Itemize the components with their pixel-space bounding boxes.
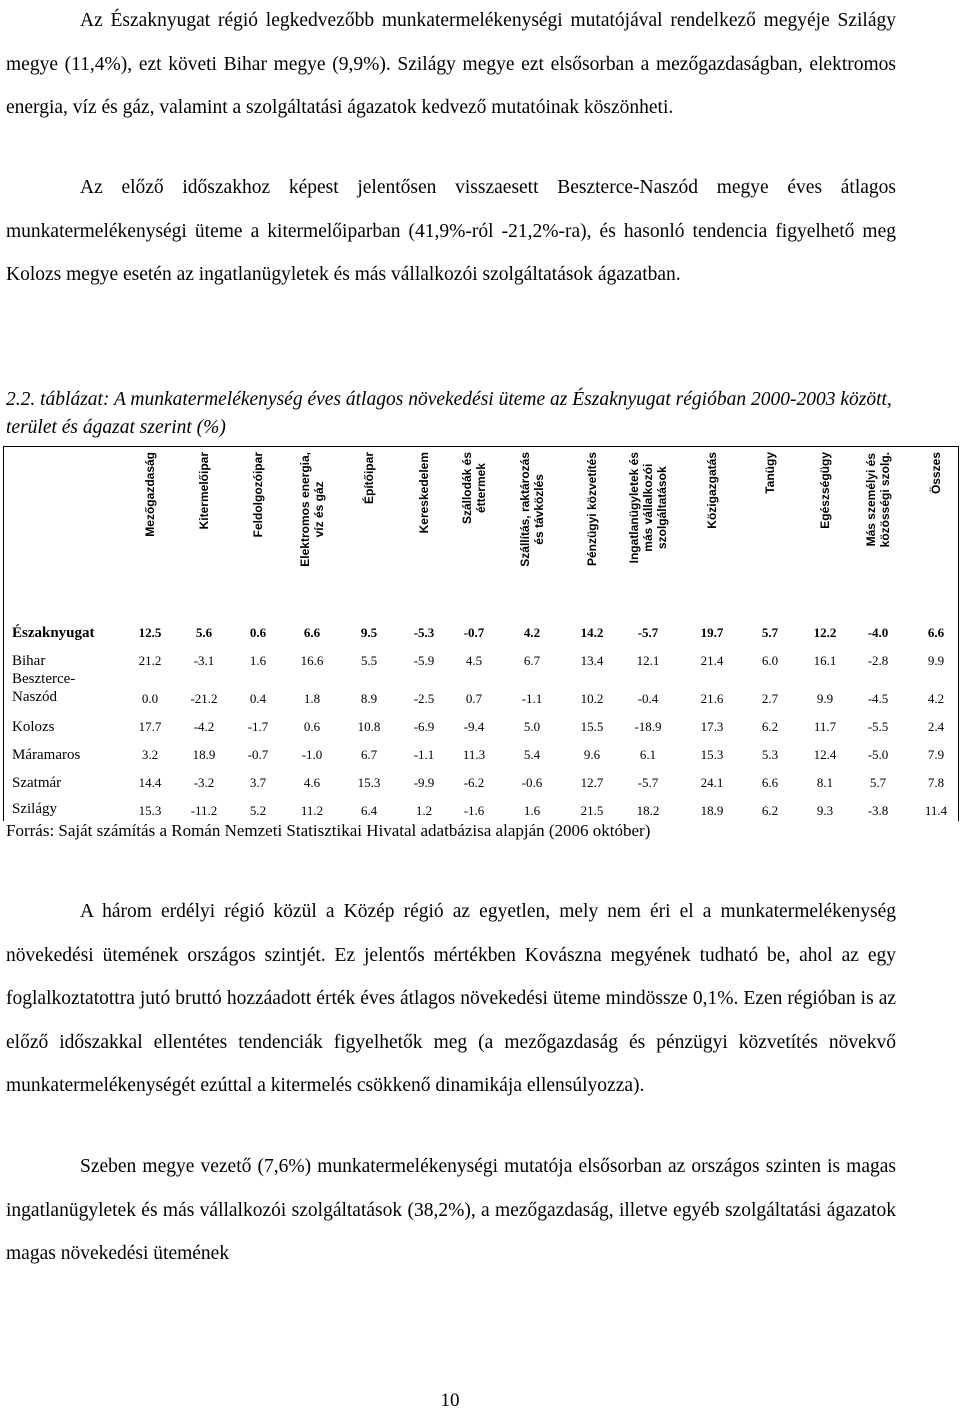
row-label: Beszterce- Naszód xyxy=(12,671,76,705)
table-cell: 0.7 xyxy=(465,691,483,706)
table-cell: 3.2 xyxy=(141,747,159,762)
table-cell: 6.6 xyxy=(303,625,321,640)
table-cell: -9.4 xyxy=(463,719,485,734)
table-cell: -4.2 xyxy=(193,719,215,734)
table-cell: -5.7 xyxy=(637,775,659,790)
table-cell: 21.5 xyxy=(580,803,604,818)
table-cell: 9.9 xyxy=(927,653,945,668)
table-cell: -0.6 xyxy=(521,775,543,790)
table-cell: 7.8 xyxy=(927,775,945,790)
row-label: Máramaros xyxy=(12,747,81,763)
column-header: Kitermelőipar xyxy=(197,452,211,530)
table-cell: -6.9 xyxy=(413,719,435,734)
paragraph-intro: Az Északnyugat régió legkedvezőbb munkatermelékenységi mutatójával rendelkező megyéje Szilágy megye (11,4%), ezt követi Bihar megye (9,9%). Szilágy megye ezt elsősorban a mezőgazdaságban, elektromos energia, víz és gáz, valamint a szolgáltatási ágazatok kedvező mutatóinak köszönheti. xyxy=(6,10,896,118)
column-header: Építőipar xyxy=(362,452,376,505)
table-cell: 10.8 xyxy=(357,719,381,734)
table-cell: -18.9 xyxy=(634,719,662,734)
row-label: Bihar xyxy=(12,653,46,669)
table-cell: 1.8 xyxy=(303,691,321,706)
table-cell: 18.2 xyxy=(636,803,660,818)
table-cell: -0.7 xyxy=(247,747,269,762)
table-cell: -3.1 xyxy=(193,653,215,668)
table-caption: 2.2. táblázat: A munkatermelékenység éves átlagos növekedési üteme az Északnyugat régióban 2000-2003 között, terület és ágazat szerint (%) xyxy=(6,389,892,438)
table-cell: -1.0 xyxy=(301,747,323,762)
table-cell: 16.1 xyxy=(813,653,837,668)
table-cell: 17.7 xyxy=(138,719,162,734)
column-header: Szállodák és éttermek xyxy=(460,452,488,525)
table-cell: -4.0 xyxy=(867,625,889,640)
table-cell: 0.6 xyxy=(249,625,267,640)
table-cell: 15.3 xyxy=(138,803,162,818)
table-cell: 12.4 xyxy=(813,747,837,762)
table-cell: 0.0 xyxy=(141,691,159,706)
table-cell: -5.3 xyxy=(413,625,435,640)
column-header: Pénzügyi közvetítés xyxy=(585,452,599,567)
row-label: Szatmár xyxy=(12,775,62,791)
table-cell: 11.4 xyxy=(924,803,948,818)
table-cell: 9.5 xyxy=(360,625,378,640)
table-cell: -2.5 xyxy=(413,691,435,706)
table-cell: -1.1 xyxy=(413,747,435,762)
table-cell: 18.9 xyxy=(700,803,724,818)
table-cell: 21.2 xyxy=(138,653,162,668)
column-header: Más személyi és közösségi szolg. xyxy=(864,452,892,548)
table-cell: 4.2 xyxy=(927,691,945,706)
table-cell: -3.2 xyxy=(193,775,215,790)
table-cell: 21.6 xyxy=(700,691,724,706)
table-cell: 11.2 xyxy=(300,803,324,818)
table-cell: 5.7 xyxy=(761,625,779,640)
table-cell: 4.6 xyxy=(303,775,321,790)
table-cell: 1.6 xyxy=(249,653,267,668)
table-cell: -1.7 xyxy=(247,719,269,734)
table-cell: 5.5 xyxy=(360,653,378,668)
table-cell: -9.9 xyxy=(413,775,435,790)
table-cell: 12.7 xyxy=(580,775,604,790)
table-cell: -11.2 xyxy=(190,803,218,818)
table-cell: 1.6 xyxy=(523,803,541,818)
table-cell: 14.4 xyxy=(138,775,162,790)
table-cell: -6.2 xyxy=(463,775,485,790)
table-cell: 12.1 xyxy=(636,653,660,668)
table-cell: 5.3 xyxy=(761,747,779,762)
table-cell: 5.2 xyxy=(249,803,267,818)
table-cell: 5.6 xyxy=(195,625,213,640)
table-cell: 7.9 xyxy=(927,747,945,762)
table-cell: 6.7 xyxy=(523,653,541,668)
table-cell: 6.6 xyxy=(927,625,945,640)
table-cell: 6.4 xyxy=(360,803,378,818)
paragraph-szeben: Szeben megye vezető (7,6%) munkatermelékenységi mutatója elsősorban az országos szinten is magas ingatlanügyletek és más vállalkozói szolgáltatások (38,2%), a mezőgazdaság, illetve egyéb szolgáltatási ágazatok magas növekedési ütemének xyxy=(6,1156,896,1264)
table-cell: 2.7 xyxy=(761,691,779,706)
table-cell: 2.4 xyxy=(927,719,945,734)
table-cell: 1.2 xyxy=(415,803,433,818)
table-cell: 5.0 xyxy=(523,719,541,734)
table-cell: -2.8 xyxy=(867,653,889,668)
row-label: Kolozs xyxy=(12,719,55,735)
table-cell: 5.4 xyxy=(523,747,541,762)
column-header: Ingatlanügyletek és más vállalkozói szolgáltatások xyxy=(627,452,669,564)
table-cell: -3.8 xyxy=(867,803,889,818)
table-cell: 6.7 xyxy=(360,747,378,762)
table-cell: -0.4 xyxy=(637,691,659,706)
column-header: Elektromos energia, víz és gáz xyxy=(298,452,326,567)
table-cell: 9.9 xyxy=(816,691,834,706)
table-cell: 4.2 xyxy=(523,625,541,640)
column-header: Tanügy xyxy=(763,452,777,494)
table-cell: 6.1 xyxy=(639,747,657,762)
table-cell: 21.4 xyxy=(700,653,724,668)
table-cell: 15.5 xyxy=(580,719,604,734)
column-header: Egészségügy xyxy=(818,452,832,529)
table-cell: 8.1 xyxy=(816,775,834,790)
table-cell: 9.6 xyxy=(583,747,601,762)
table-cell: 10.2 xyxy=(580,691,604,706)
row-label: Északnyugat xyxy=(12,625,95,641)
table-cell: 16.6 xyxy=(300,653,324,668)
table-cell: 6.2 xyxy=(761,719,779,734)
table-cell: 0.6 xyxy=(303,719,321,734)
column-header: Összes xyxy=(929,452,943,495)
table-cell: 13.4 xyxy=(580,653,604,668)
paragraph-decline: Az előző időszakhoz képest jelentősen visszaesett Beszterce-Naszód megye éves átlagos munkatermelékenységi üteme a kitermelőiparban (41,9%-ról -21,2%-ra), és hasonló tendencia figyelhető meg Kolozs megye esetén az ingatlanügyletek és más vállalkozói szolgáltatások ágazatban. xyxy=(6,177,896,285)
table-cell: 11.7 xyxy=(813,719,837,734)
table-cell: -1.1 xyxy=(521,691,543,706)
column-header: Közigazgatás xyxy=(705,452,719,529)
column-header: Feldolgozóipar xyxy=(251,452,265,538)
row-label: Szilágy xyxy=(12,801,57,817)
paragraph-kozep-region: A három erdélyi régió közül a Közép régió az egyetlen, mely nem éri el a munkatermelékenység növekedési ütemének országos szintjét. Ez jelentős mértékben Kovászna megyének tudható be, ahol az egy foglalkoztatottra jutó bruttó hozzáadott érték éves átlagos növekedési üteme mindössze 0,1%. Ezen régióban is az előző időszakkal ellentétes tendenciák figyelhetők meg (a mezőgazdaság és pénzügyi közvetítés növekvő munkatermelékenységét ezúttal a kitermelés csökkenő dinamikája ellensúlyozza). xyxy=(6,901,896,1096)
table-cell: -5.0 xyxy=(867,747,889,762)
table-cell: 11.3 xyxy=(462,747,486,762)
table-cell: -5.9 xyxy=(413,653,435,668)
table-cell: 14.2 xyxy=(580,625,604,640)
table-cell: 18.9 xyxy=(192,747,216,762)
table-cell: -5.5 xyxy=(867,719,889,734)
table-cell: 24.1 xyxy=(700,775,724,790)
table-cell: 5.7 xyxy=(869,775,887,790)
table-cell: -1.6 xyxy=(463,803,485,818)
table-cell: 8.9 xyxy=(360,691,378,706)
column-header: Szállítás, raktározás és távközlés xyxy=(518,452,546,567)
table-source: Forrás: Saját számítás a Román Nemzeti Statisztikai Hivatal adatbázisa alapján (2006 október) xyxy=(6,821,651,840)
table-cell: 12.5 xyxy=(138,625,162,640)
table-cell: 15.3 xyxy=(357,775,381,790)
table-cell: 4.5 xyxy=(465,653,483,668)
table-cell: -4.5 xyxy=(867,691,889,706)
table-cell: -21.2 xyxy=(190,691,218,706)
table-cell: 17.3 xyxy=(700,719,724,734)
table-cell: 15.3 xyxy=(700,747,724,762)
table-cell: 3.7 xyxy=(249,775,267,790)
table-cell: 6.2 xyxy=(761,803,779,818)
table-cell: -5.7 xyxy=(637,625,659,640)
column-header: Mezőgazdaság xyxy=(143,452,157,537)
table-cell: -0.7 xyxy=(463,625,485,640)
column-header: Kereskedelem xyxy=(417,452,431,534)
table-cell: 19.7 xyxy=(700,625,724,640)
table-cell: 6.6 xyxy=(761,775,779,790)
table-cell: 6.0 xyxy=(761,653,779,668)
page-number: 10 xyxy=(440,1390,460,1411)
table-cell: 9.3 xyxy=(816,803,834,818)
table-cell: 12.2 xyxy=(813,625,837,640)
table-cell: 0.4 xyxy=(249,691,267,706)
